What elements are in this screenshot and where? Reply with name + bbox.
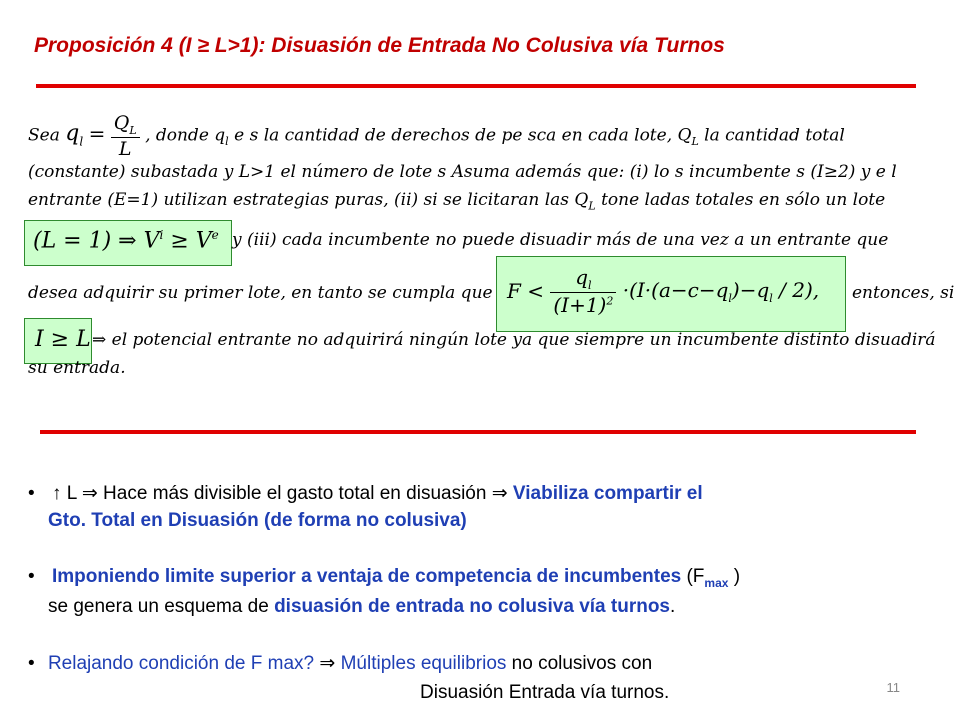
rhs2: )−q — [731, 277, 770, 302]
sub: L — [691, 134, 699, 148]
para-line-4: y (iii) cada incumbente no puede disuadir más de una vez a un entrante que — [232, 230, 889, 250]
num-sub: l — [588, 279, 592, 292]
bullet-text: no colusivos con — [506, 653, 653, 674]
bullet-text: (F — [681, 566, 705, 587]
up-arrow-icon: ↑ — [51, 483, 62, 504]
sup-e: e — [211, 228, 219, 242]
formula: I ≥ L — [35, 327, 91, 352]
slide-title: Proposición 4 (I ≥ L>1): Disuasión de Entrada No Colusiva vía Turnos — [34, 34, 725, 57]
para-line-7: su entrada. — [28, 358, 126, 378]
para-line-5a: desea adquirir su primer lote, en tanto se cumpla que — [28, 283, 493, 303]
num: Q — [113, 112, 130, 134]
fraction — [550, 265, 616, 317]
bullet-2 — [28, 566, 740, 590]
bullet-dot: • — [28, 566, 35, 587]
sup-i: i — [159, 228, 164, 242]
text: Sea — [28, 125, 60, 146]
formula-left: (L = 1) ⇒ V — [33, 228, 160, 254]
den: L — [118, 137, 132, 160]
para-line-3 — [28, 190, 885, 212]
bullet-highlight: Viabiliza compartir el — [512, 483, 703, 504]
den-sup: 2 — [606, 294, 614, 308]
bullet-3-cont: Disuasión Entrada vía turnos. — [420, 682, 670, 703]
num-sub: L — [129, 123, 137, 137]
bullet-highlight: Imponiendo limite superior a ventaja de competencia de incumbentes — [51, 566, 682, 587]
bullet-text: ) — [728, 566, 741, 587]
formula — [507, 265, 819, 317]
formula — [33, 228, 219, 253]
para-line-1 — [28, 112, 845, 160]
sub-max: max — [704, 575, 729, 590]
bullet-highlight: Relajando condición de F max? — [47, 653, 315, 674]
text: la cantidad total — [698, 125, 845, 146]
bullet-text: ⇒ — [314, 653, 341, 674]
sub: l — [225, 134, 229, 148]
fraction-ql-over-l — [111, 112, 140, 160]
formula-box-f — [496, 256, 846, 332]
text: , donde q — [145, 125, 226, 146]
bullet-dot: • — [28, 653, 35, 674]
page-number: 11 — [886, 680, 900, 695]
bullet-2-cont — [48, 596, 675, 618]
num: q — [575, 265, 588, 289]
para-line-5b: entonces, si — [852, 283, 955, 303]
rhs-sub: l — [728, 291, 732, 305]
bullet-highlight: Múltiples equilibrios — [340, 653, 507, 674]
text: tone ladas totales en sólo un lote — [595, 190, 886, 210]
equals: = — [88, 121, 106, 146]
bottom-divider — [40, 430, 916, 434]
sub: L — [588, 199, 596, 213]
para-line-2: (constante) subastada y L>1 el número de lote s Asuma además que: (i) lo s incumbente s (I≥2) y e l — [28, 162, 897, 182]
bullet-dot: • — [28, 483, 35, 504]
den: (I+1) — [553, 293, 607, 317]
bullet-3 — [28, 652, 652, 675]
bullet-highlight: disuasión de entrada no colusiva vía turnos — [274, 596, 670, 617]
bullet-text: se genera un esquema de — [48, 596, 275, 617]
rhs3: / 2), — [772, 277, 820, 302]
formula-box-l1 — [24, 220, 232, 266]
lhs: F < — [507, 279, 544, 303]
rhs2-sub: l — [769, 291, 773, 305]
bullet-1-cont: Gto. Total en Disuasión (de forma no colusiva) — [48, 510, 467, 531]
formula-right: ≥ V — [163, 228, 212, 254]
para-line-6: ⇒ el potencial entrante no adquirirá ningún lote ya que siempre un incumbente distinto disuadirá — [92, 330, 936, 350]
bullet-1 — [28, 482, 703, 505]
sub-l: l — [79, 134, 84, 149]
var-q: q — [65, 121, 80, 147]
rhs: ·(I·(a−c−q — [622, 277, 729, 302]
top-divider — [36, 84, 916, 88]
bullet-text: L ⇒ Hace más divisible el gasto total en disuasión ⇒ — [61, 483, 513, 504]
text: entrante (E=1) utilizan estrategias puras, (ii) si se licitaran las Q — [28, 190, 589, 210]
bullet-text: . — [670, 596, 676, 617]
text: e s la cantidad de derechos de pe sca en cada lote, Q — [228, 125, 692, 146]
